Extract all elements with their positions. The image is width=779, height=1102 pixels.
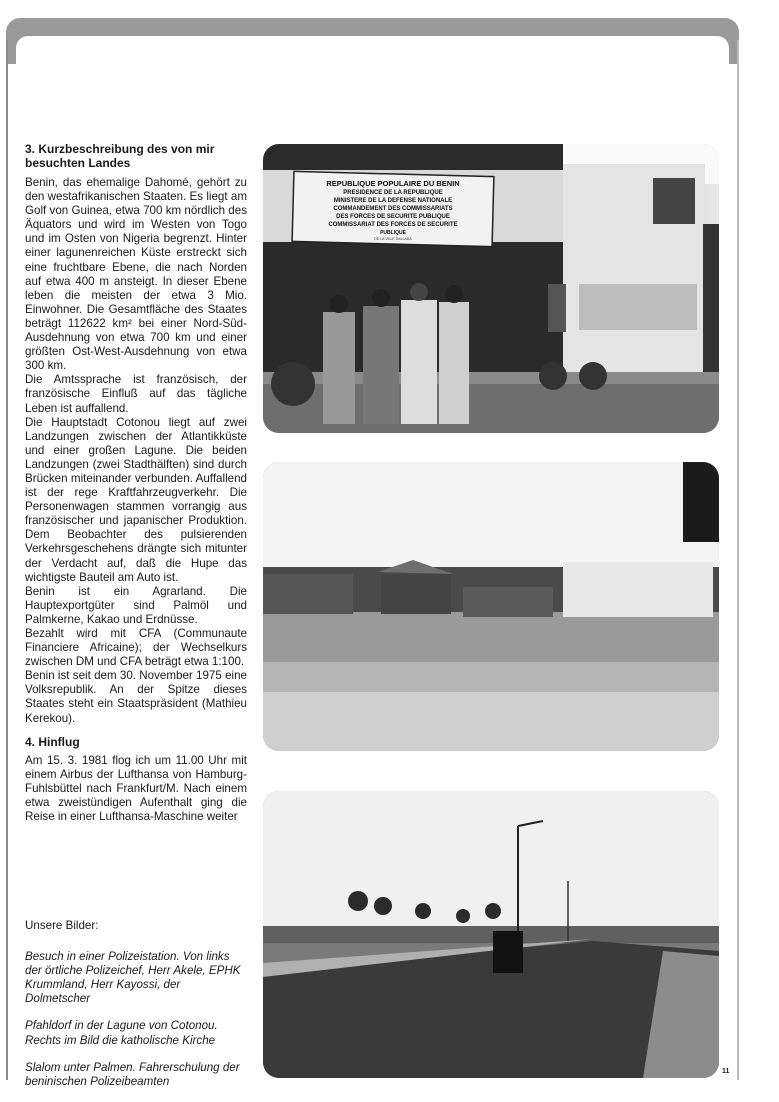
section-3-paragraph-5: Bezahlt wird mit CFA (Communaute Financiere Africaine); der Wechselkurs zwischen DM und CFA beträgt etwa 1:100. [25, 627, 247, 669]
photo-stilt-village [263, 462, 719, 751]
section-3-paragraph-3: Die Hauptstadt Cotonou liegt auf zwei Landzungen zwischen der Atlantikküste und einer großen Lagune. Die beiden Landzungen (zwei Stadthälften) sind durch Brücken miteinander verbunden. Auffallend ist der rege Kraftfahrzeugverkehr. Die Personenwagen stammen vorrangig aus französischer und japanischer Produktion. Dem Beobachter des pulsierenden Verkehrsgeschehens drängte sich mitunter der Verdacht auf, daß die Hupe das wichtigste Bauteil am Auto ist. [25, 415, 247, 584]
captions-label: Unsere Bilder: [25, 919, 99, 932]
photo-police-station [263, 144, 719, 433]
caption-photo-2: Pfahldorf in der Lagune von Cotonou. Rechts im Bild die katholische Kirche [25, 1019, 218, 1047]
photo-road-palms [263, 791, 719, 1078]
sign-line-6: COMMISSARIAT DES FORCES DE SECURITE [328, 222, 458, 228]
page-number: 11 [722, 1068, 730, 1075]
section-3-paragraph-2: Die Amtssprache ist französisch, der französische Einfluß auf das tägliche Leben ist auffallend. [25, 373, 247, 415]
section-4-heading: 4. Hinflug [25, 734, 80, 749]
caption-photo-3: Slalom unter Palmen. Fahrerschulung der beninischen Polizeibeamten [25, 1060, 240, 1088]
caption-photo-1: Besuch in einer Polizeistation. Von links der örtliche Polizeichef, Herr Akele, EPHK Krummland, Herr Kayossi, der Dolmetscher [25, 950, 241, 1006]
section-3-paragraph-4: Benin ist ein Agrarland. Die Hauptexportgüter sind Palmöl und Palmkerne, Kakao und Erdnüsse. [25, 584, 247, 626]
header-band-inner [16, 36, 729, 76]
section-3-paragraph-1: Benin, das ehemalige Dahomé, gehört zu den westafrikanischen Staaten. Es liegt am Golf von Guinea, etwa 700 km nördlich des Äquators und wird im Westen von Togo und im Osten von Nigeria begrenzt. Hinter einer lagunenreichen Küste erstreckt sich eine fruchtbare Ebene, die nach Norden auf etwa 400 m ansteigt. In dieser Ebene leben die meisten der etwa 3 Mio. Einwohner. Die Gesamtfläche des Staates beträgt 112622 km² bei einer Nord-Süd-Ausdehnung von etwa 700 km und einer größten Ost-West-Ausdehnung von etwa 300 km. [25, 176, 247, 373]
section-3-paragraph-6: Benin ist seit dem 30. November 1975 eine Volksrepublik. An der Spitze dieses Staates steht ein Staatspräsident (Mathieu Kerekou). [25, 669, 247, 725]
page-frame-right [737, 40, 739, 1080]
sign-line-7: PUBLIQUE [380, 230, 406, 236]
text-column [25, 142, 247, 824]
sign-line-1: REPUBLIQUE POPULAIRE DU BENIN [326, 179, 460, 188]
sign-line-3: MINISTERE DE LA DEFENSE NATIONALE [333, 198, 453, 204]
sign-line-4: COMMANDEMENT DES COMMISSARIATS [333, 206, 453, 212]
sign-line-2: PRESIDENCE DE LA REPUBLIQUE [343, 190, 443, 196]
sign-line-8: DE LA VILLE DALLADA [374, 237, 412, 241]
section-4-paragraph: Am 15. 3. 1981 flog ich um 11.00 Uhr mit einem Airbus der Lufthansa von Hamburg-Fuhlsbüttel nach Frankfurt/M. Nach einem etwa zweistündigen Aufenthalt ging die Reise in einer Lufthansa-Maschine weiter [25, 753, 247, 824]
section-3-heading: 3. Kurzbeschreibung des von mir besuchten Landes [25, 142, 215, 170]
photo-captions [25, 919, 247, 1102]
page-frame-left [6, 40, 8, 1080]
sign-line-5: DES FORCES DE SECURITE PUBLIQUE [336, 214, 450, 220]
